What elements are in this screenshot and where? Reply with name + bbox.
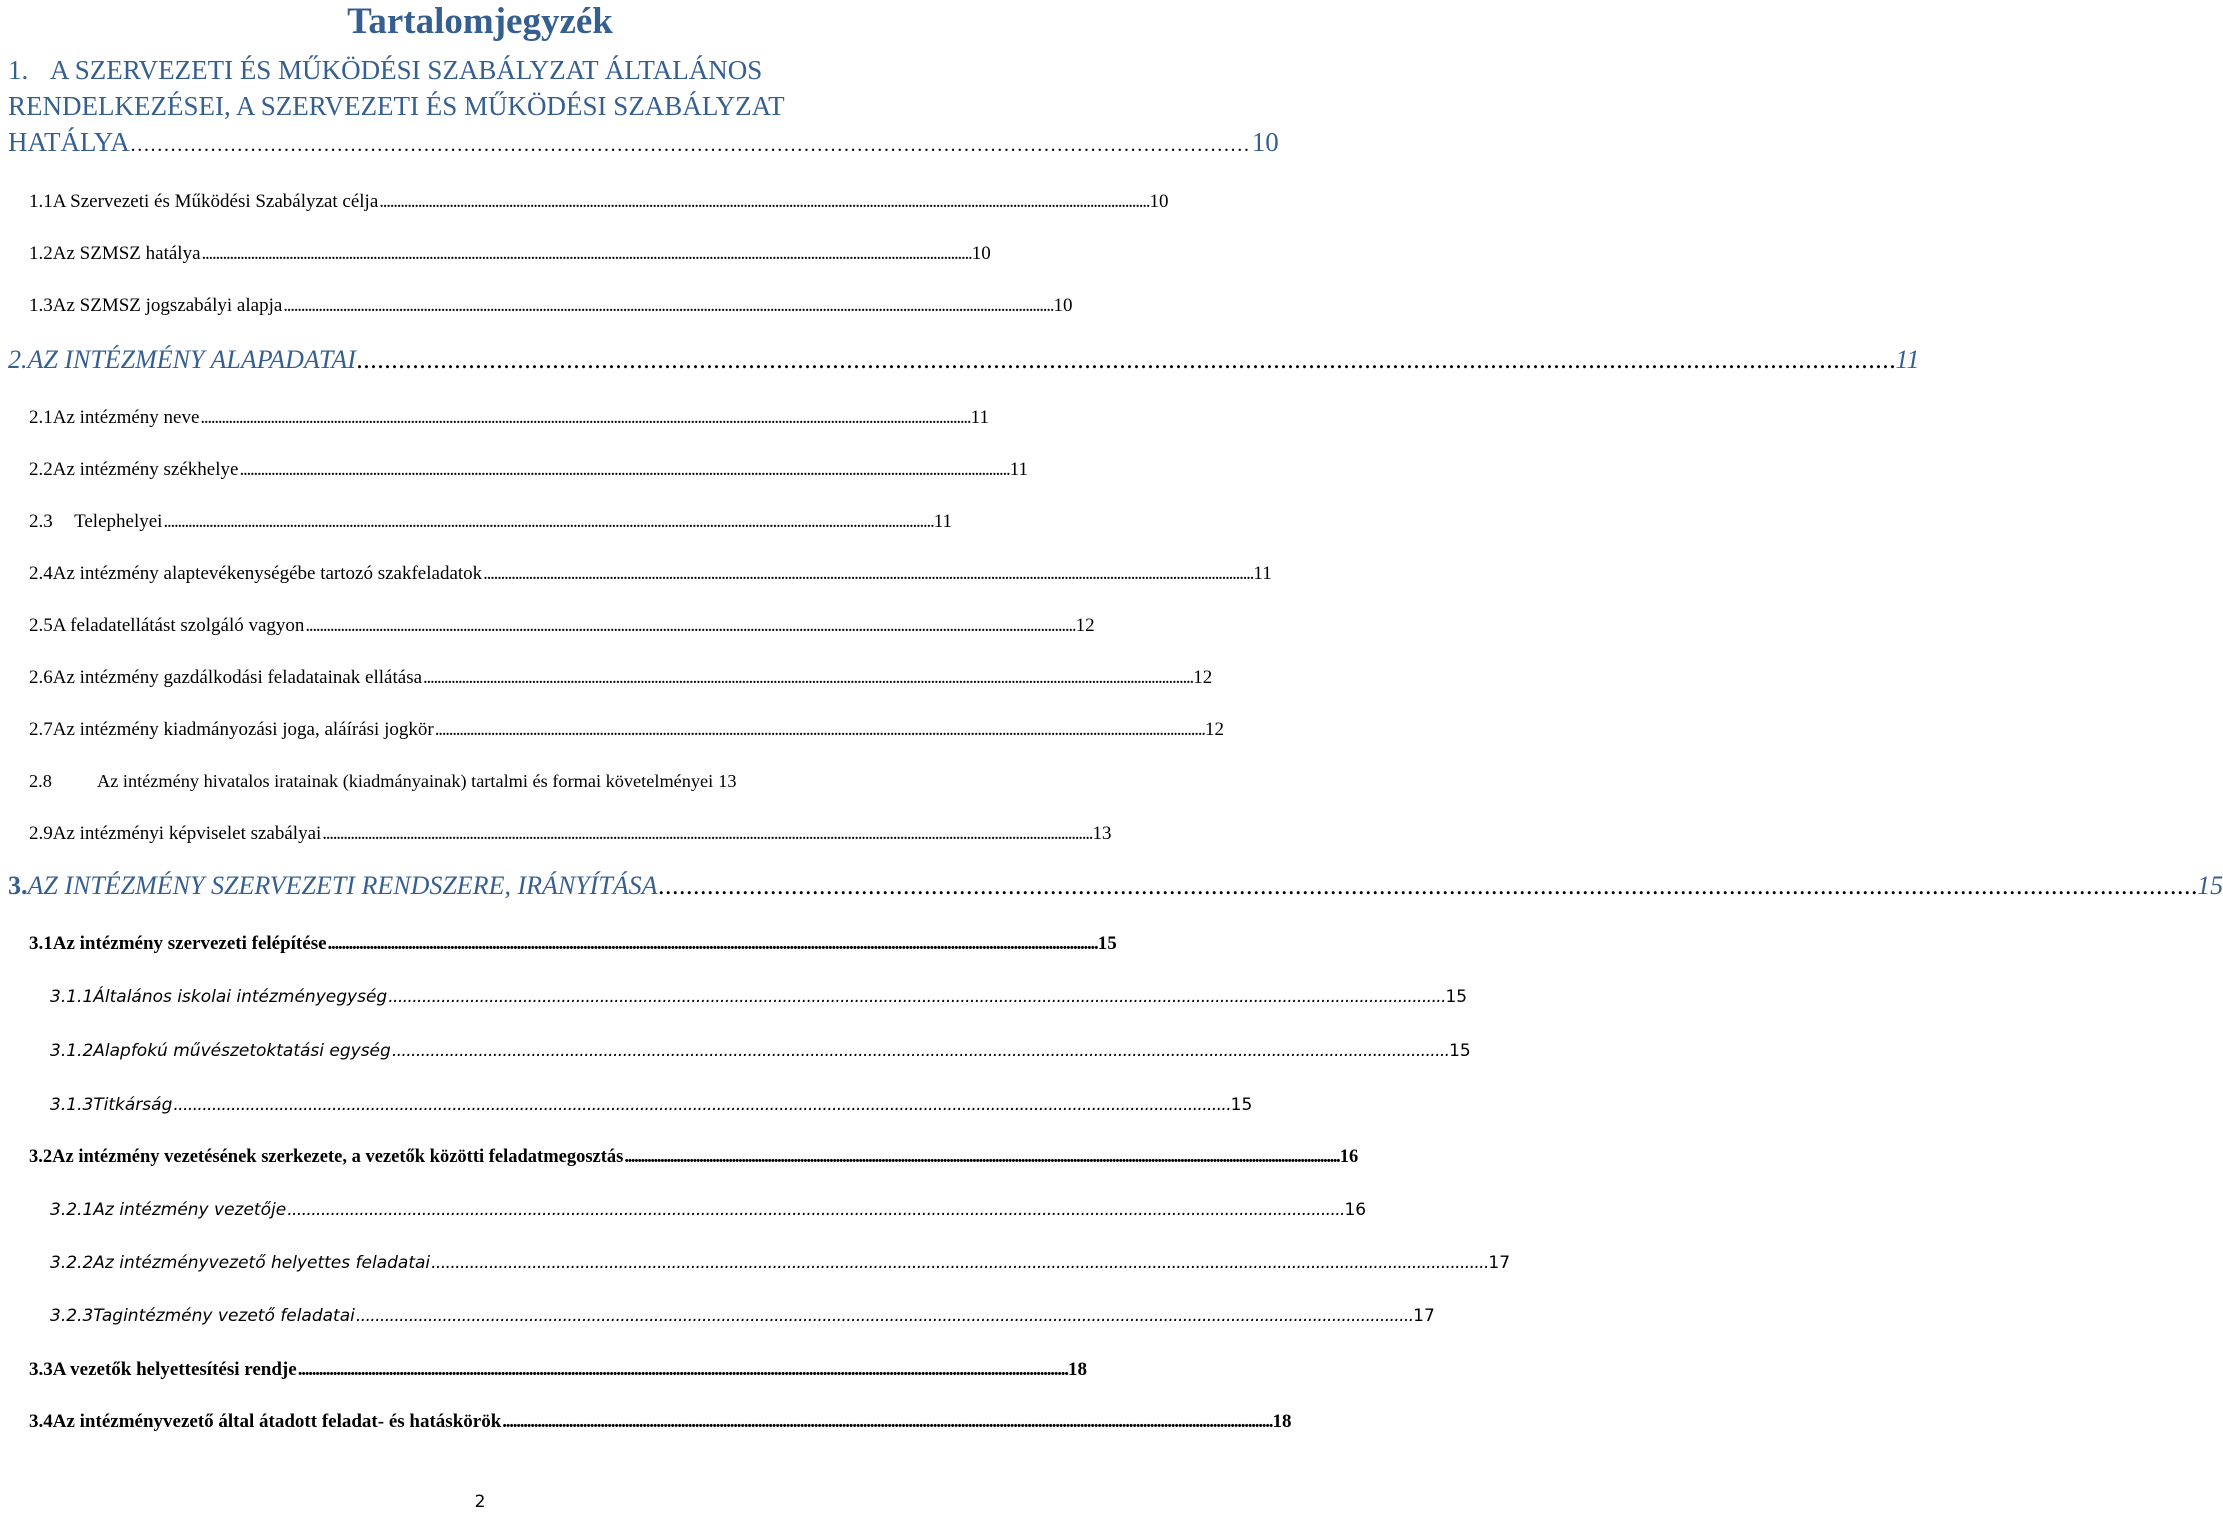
toc-entry-number: 3.1.2 xyxy=(50,1041,94,1061)
dot-leader xyxy=(502,1411,1270,1433)
toc-entry-number: 1.3 xyxy=(29,295,53,316)
toc-entry-text: Az intézmény vezetője xyxy=(93,1200,287,1220)
toc-entry-3-2[interactable] xyxy=(29,1147,1359,1168)
toc-entry-text-line3: HATÁLYA xyxy=(8,127,130,157)
toc-entry-text: Az intézmény székhelye xyxy=(52,459,239,480)
toc-entry-2-8[interactable] xyxy=(29,771,952,792)
dot-leader xyxy=(298,1359,1066,1381)
toc-entry-page: 13 xyxy=(1092,823,1112,844)
dot-leader xyxy=(163,511,931,533)
toc-entry-page: 17 xyxy=(1488,1253,1511,1273)
toc-entry-3-1-3[interactable] xyxy=(50,1095,1253,1115)
toc-entry-page: 18 xyxy=(1272,1411,1292,1432)
toc-entry-text-line2: RENDELKEZÉSEI, A SZERVEZETI ÉS MŰKÖDÉSI SZABÁLYZAT xyxy=(8,91,785,121)
toc-entry-2-7[interactable] xyxy=(29,719,1224,741)
toc-entry-page: 16 xyxy=(1344,1200,1367,1220)
toc-entry-3-4[interactable] xyxy=(29,1411,1292,1433)
toc-entry-text: Az SZMSZ jogszabályi alapja xyxy=(52,295,283,316)
dot-leader xyxy=(379,191,1147,213)
dot-leader xyxy=(287,1200,1342,1220)
toc-entry-3-1-1[interactable] xyxy=(50,987,1468,1007)
toc-entry-number: 2.2 xyxy=(29,459,53,480)
page-number: 2 xyxy=(474,1492,486,1512)
toc-entry-page: 13 xyxy=(718,771,737,791)
toc-entry-page: 12 xyxy=(1193,667,1213,688)
toc-entry-2-1[interactable] xyxy=(29,407,989,429)
toc-entry-number: 3.2.2 xyxy=(50,1253,94,1273)
toc-entry-number: 3.2.3 xyxy=(50,1306,94,1326)
toc-entry-number: 2.7 xyxy=(29,719,53,740)
toc-entry-text: A vezetők helyettesítési rendje xyxy=(52,1359,297,1380)
dot-leader xyxy=(283,295,1051,317)
dot-leader xyxy=(173,1095,1228,1115)
dot-leader xyxy=(202,243,970,265)
toc-entry-text: Az intézmény vezetésének szerkezete, a vezetők közötti feladatmegosztás xyxy=(52,1147,624,1167)
toc-entry-text: Általános iskolai intézményegység xyxy=(93,987,388,1007)
toc-entry-page: 15 xyxy=(1097,933,1117,954)
toc-entry-page: 12 xyxy=(1075,615,1095,636)
toc-entry-2-3[interactable] xyxy=(29,511,952,533)
toc-entry-text: Az intézmény kiadmányozási joga, aláírási jogkör xyxy=(52,719,434,740)
dot-leader xyxy=(423,667,1191,689)
toc-entry-2-6[interactable] xyxy=(29,667,1213,689)
toc-entry-3-2-2[interactable] xyxy=(50,1253,1511,1273)
dot-leader xyxy=(624,1147,1337,1168)
toc-entry-text: Telephelyei xyxy=(74,511,163,532)
toc-entry-number: 1.1 xyxy=(29,191,53,212)
dot-leader xyxy=(659,871,2196,901)
toc-entry-text: Az intézmény hivatalos iratainak (kiadmányainak) tartalmi és formai követelményei xyxy=(97,771,714,791)
toc-entry-text: Titkárság xyxy=(93,1095,173,1115)
toc-entry-text: A feladatellátást szolgáló vagyon xyxy=(52,615,305,636)
toc-entry-1-3[interactable] xyxy=(29,295,1073,317)
toc-entry-3[interactable] xyxy=(8,871,2223,901)
toc-entry-page: 10 xyxy=(1149,191,1169,212)
toc-entry-number: 1. xyxy=(8,55,29,85)
toc-entry-number: 3.2.1 xyxy=(50,1200,94,1220)
toc-entry-page: 16 xyxy=(1339,1147,1359,1167)
dot-leader xyxy=(357,345,1894,375)
toc-entry-1-2[interactable] xyxy=(29,243,991,265)
toc-entry-page: 11 xyxy=(1895,345,1920,374)
toc-entry-text: Az intézmény szervezeti felépítése xyxy=(52,933,327,954)
toc-entry-text: Az intézményvezető által átadott feladat- és hatáskörök xyxy=(52,1411,502,1432)
toc-entry-number: 3.1.1 xyxy=(50,987,94,1007)
toc-entry-3-3[interactable] xyxy=(29,1359,1087,1381)
toc-entry-text: Az SZMSZ hatálya xyxy=(52,243,201,264)
toc-entry-text: A SZERVEZETI ÉS MŰKÖDÉSI SZABÁLYZAT ÁLTALÁNOS xyxy=(50,55,763,85)
dot-leader xyxy=(239,459,1007,481)
dot-leader xyxy=(435,719,1203,741)
dot-leader xyxy=(388,987,1443,1007)
toc-entry-number: 2.4 xyxy=(29,563,53,584)
dot-leader xyxy=(431,1253,1486,1273)
dot-leader: …………………………………………………………………………………………………………………………………………………… xyxy=(129,134,1250,156)
toc-entry-text: Alapfokú művészetoktatási egység xyxy=(93,1041,391,1061)
toc-entry-number: 2.3 xyxy=(29,511,53,532)
toc-entry-text: Az intézmény alaptevékenységébe tartozó szakfeladatok xyxy=(52,563,483,584)
toc-entry-number: 3.4 xyxy=(29,1411,53,1432)
toc-entry-page: 10 xyxy=(1053,295,1073,316)
toc-entry-2-2[interactable] xyxy=(29,459,1028,481)
dot-leader xyxy=(483,563,1251,585)
toc-entry-page: 15 xyxy=(1449,1041,1471,1061)
dot-leader xyxy=(356,1306,1411,1326)
toc-entry-page: 11 xyxy=(933,511,952,532)
dot-leader xyxy=(392,1041,1447,1061)
toc-entry-text: A Szervezeti és Működési Szabályzat célja xyxy=(52,191,379,212)
dot-leader xyxy=(305,615,1073,637)
toc-entry-number: 2.5 xyxy=(29,615,53,636)
toc-entry-text: AZ INTÉZMÉNY SZERVEZETI RENDSZERE, IRÁNYÍTÁSA xyxy=(27,871,658,900)
toc-entry-number: 2. xyxy=(8,345,28,374)
toc-entry-2-9[interactable] xyxy=(29,823,1112,845)
toc-entry-2[interactable] xyxy=(8,345,1920,375)
toc-entry-1[interactable] xyxy=(8,52,1279,163)
toc-entry-number: 3.1 xyxy=(29,933,53,954)
toc-entry-2-4[interactable] xyxy=(29,563,1272,585)
toc-entry-number: 3. xyxy=(8,871,28,900)
toc-entry-page: 10 xyxy=(971,243,991,264)
toc-entry-3-1[interactable] xyxy=(29,933,1117,955)
dot-leader xyxy=(200,407,968,429)
toc-entry-page: 15 xyxy=(1445,987,1468,1007)
toc-entry-1-1[interactable] xyxy=(29,191,1169,213)
toc-entry-page: 12 xyxy=(1204,719,1224,740)
toc-entry-text: Tagintézmény vezető feladatai xyxy=(93,1306,355,1326)
toc-entry-3-1-2[interactable] xyxy=(50,1041,1471,1061)
toc-entry-page: 10 xyxy=(1251,127,1279,157)
toc-entry-text: Az intézmény neve xyxy=(52,407,200,428)
dot-leader xyxy=(328,933,1096,955)
toc-entry-number: 2.6 xyxy=(29,667,53,688)
toc-entry-number: 3.3 xyxy=(29,1359,53,1380)
toc-entry-page: 11 xyxy=(970,407,989,428)
toc-entry-page: 11 xyxy=(1253,563,1272,584)
toc-entry-number: 2.1 xyxy=(29,407,53,428)
toc-entry-number: 1.2 xyxy=(29,243,53,264)
toc-entry-3-2-1[interactable] xyxy=(50,1200,1367,1220)
toc-entry-text: Az intézményvezető helyettes feladatai xyxy=(93,1253,431,1273)
toc-entry-text: Az intézményi képviselet szabályai xyxy=(52,823,322,844)
toc-entry-page: 11 xyxy=(1009,459,1028,480)
toc-entry-number: 2.8 xyxy=(29,771,52,791)
dot-leader xyxy=(322,823,1090,845)
toc-entry-number: 2.9 xyxy=(29,823,53,844)
toc-entry-number: 3.1.3 xyxy=(50,1095,94,1115)
toc-entry-text: AZ INTÉZMÉNY ALAPADATAI xyxy=(27,345,356,374)
toc-entry-3-2-3[interactable] xyxy=(50,1306,1435,1326)
toc-entry-number: 3.2 xyxy=(29,1147,53,1167)
toc-entry-text: Az intézmény gazdálkodási feladatainak ellátása xyxy=(52,667,423,688)
toc-entry-page: 15 xyxy=(2197,871,2223,900)
toc-entry-page: 17 xyxy=(1413,1306,1435,1326)
toc-entry-page: 18 xyxy=(1067,1359,1087,1380)
page-title: Tartalomjegyzék xyxy=(347,1,613,42)
toc-entry-2-5[interactable] xyxy=(29,615,1095,637)
toc-entry-page: 15 xyxy=(1230,1095,1253,1115)
